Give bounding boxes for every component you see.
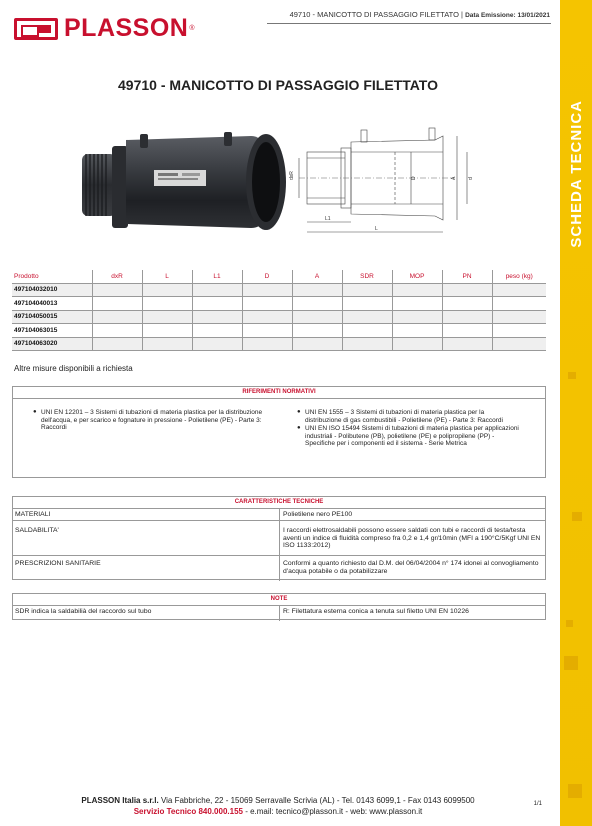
product-code-cell: 497104032010 xyxy=(12,283,92,297)
dim-label-l: L xyxy=(375,226,378,232)
table-cell xyxy=(342,324,392,338)
table-cell xyxy=(242,297,292,311)
table-cell xyxy=(392,310,442,324)
riferimenti-right xyxy=(297,409,522,449)
table-row xyxy=(12,337,546,351)
riferimenti-left xyxy=(33,409,273,433)
list-item: ● UNI EN ISO 15494 Sistemi di tubazioni di materia plastica per applicazioni industriali - Polibutene (PB), polietilene (PE) e polipropilene (PP) - Specifiche per i componenti ed il sistema - Serie Metrica xyxy=(297,425,522,448)
table-cell xyxy=(342,310,392,324)
product-code-cell: 497104063020 xyxy=(12,337,92,351)
table-cell xyxy=(142,324,192,338)
table-cell xyxy=(342,337,392,351)
decor-square xyxy=(564,656,578,670)
col-pn: PN xyxy=(442,270,492,283)
header-separator: | xyxy=(461,10,463,19)
col-d: D xyxy=(242,270,292,283)
table-cell xyxy=(392,324,442,338)
section-heading-caratteristiche: CARATTERISTICHE TECNICHE xyxy=(12,496,546,508)
table-cell xyxy=(442,283,492,297)
product-code-cell: 497104040013 xyxy=(12,297,92,311)
header-divider xyxy=(267,23,551,24)
col-l1: L1 xyxy=(192,270,242,283)
table-cell xyxy=(192,310,242,324)
table-cell xyxy=(242,283,292,297)
table-cell xyxy=(192,324,242,338)
spec-label: PRESCRIZIONI SANITARIE xyxy=(15,560,101,567)
table-cell xyxy=(92,324,142,338)
footer-address xyxy=(0,796,556,805)
plasson-logo xyxy=(14,14,195,43)
col-dxr: dxR xyxy=(92,270,142,283)
table-cell xyxy=(242,310,292,324)
table-cell xyxy=(292,337,342,351)
col-l: L xyxy=(142,270,192,283)
section-heading-riferimenti: RIFERIMENTI NORMATIVI xyxy=(12,386,546,398)
decor-square xyxy=(572,512,582,521)
table-cell xyxy=(392,297,442,311)
note-right: R: Filettatura esterna conica a tenuta sul filetto UNI EN 10226 xyxy=(283,608,469,615)
decor-square xyxy=(568,372,576,379)
section-heading-note: NOTE xyxy=(12,593,546,605)
table-cell xyxy=(492,324,546,338)
list-item: ● UNI EN 12201 – 3 Sistemi di tubazioni di materia plastica per la distribuzione dell'acqua, e per scarico e fognature in pressione - Polietilene (PE) - Parte 3: Raccordi xyxy=(33,409,273,432)
decor-square xyxy=(566,620,573,627)
table-row xyxy=(12,310,546,324)
side-band xyxy=(560,0,592,826)
spec-value: Conformi a quanto richiesto dal D.M. del 06/04/2004 n° 174 idonei al convogliamento d'acqua potabile o da potabilizzare xyxy=(283,560,539,575)
table-cell xyxy=(492,337,546,351)
table-cell xyxy=(492,297,546,311)
list-item: ● UNI EN 1555 – 3 Sistemi di tubazioni di materia plastica per la distribuzione di gas combustibili - Polietilene (PE) - Parte 3: Raccordi xyxy=(297,409,522,424)
table-cell xyxy=(242,324,292,338)
footer-address-text: Via Fabbriche, 22 - 15069 Serravalle Scrivia (AL) - Tel. 0143 6099,1 - Fax 0143 6099500 xyxy=(158,796,475,805)
table-cell xyxy=(292,324,342,338)
table-cell xyxy=(392,283,442,297)
col-prodotto: Prodotto xyxy=(14,272,39,280)
footer-contacts xyxy=(0,807,556,816)
table-cell xyxy=(92,337,142,351)
table-cell xyxy=(142,337,192,351)
table-header-row xyxy=(12,270,546,283)
other-sizes-note: Altre misure disponibili a richiesta xyxy=(14,364,133,373)
col-sdr: SDR xyxy=(342,270,392,283)
dim-label-l1: L1 xyxy=(325,216,331,222)
divider xyxy=(13,555,545,556)
table-cell xyxy=(92,297,142,311)
spec-label: SALDABILITA' xyxy=(15,527,59,534)
dim-label-d-upper: D xyxy=(411,176,417,180)
table-cell xyxy=(492,310,546,324)
header-doc-info xyxy=(290,10,550,19)
table-cell xyxy=(242,337,292,351)
table-cell xyxy=(492,283,546,297)
table-cell xyxy=(442,337,492,351)
product-code-cell: 497104050015 xyxy=(12,310,92,324)
issue-date: Data Emissione: 13/01/2021 xyxy=(465,12,550,19)
riferimenti-box xyxy=(12,398,546,478)
product-photo xyxy=(76,128,292,232)
logo-mark-icon xyxy=(14,18,58,40)
table-cell xyxy=(292,310,342,324)
divider xyxy=(13,520,545,521)
footer-contacts-text: - e.mail: tecnico@plasson.it - web: www.plasson.it xyxy=(242,807,423,816)
table-row xyxy=(12,297,546,311)
brand-name: PLASSON xyxy=(64,14,189,42)
table-cell xyxy=(292,297,342,311)
col-mop: MOP xyxy=(392,270,442,283)
doc-ref: 49710 - MANICOTTO DI PASSAGGIO FILETTATO xyxy=(289,10,459,19)
product-table xyxy=(12,270,546,351)
table-cell xyxy=(192,297,242,311)
footer-company: PLASSON Italia s.r.l. xyxy=(81,796,159,805)
table-row xyxy=(12,324,546,338)
table-row xyxy=(12,283,546,297)
table-cell xyxy=(142,283,192,297)
table-cell xyxy=(442,297,492,311)
note-left: SDR indica la saldabilià del raccordo sul tubo xyxy=(15,608,152,615)
table-cell xyxy=(292,283,342,297)
dim-label-a: A xyxy=(451,176,457,180)
dim-label-dxr: dxR xyxy=(289,171,295,180)
table-cell xyxy=(92,310,142,324)
table-cell xyxy=(342,297,392,311)
table-cell xyxy=(442,310,492,324)
registered-mark: ® xyxy=(189,25,195,32)
spec-label: MATERIALI xyxy=(15,511,51,518)
table-cell xyxy=(92,283,142,297)
dim-label-d-lower: d xyxy=(468,177,474,180)
spec-value: Polietilene nero PE100 xyxy=(283,511,353,518)
side-band-label: SCHEDA TECNICA xyxy=(568,100,585,248)
spec-value: I raccordi elettrosaldabili possono essere saldati con tubi e raccordi di testa/testa aventi un indice di fluidità compreso fra 0,2 e 1,4 gr/10min (MFI a 190°C/5Kgf UNI EN ISO 1133:2012) xyxy=(283,527,541,549)
table-cell xyxy=(192,283,242,297)
table-cell xyxy=(392,337,442,351)
table-cell xyxy=(442,324,492,338)
table-cell xyxy=(192,337,242,351)
decor-square xyxy=(568,784,582,798)
footer-service: Servizio Tecnico 840.000.155 xyxy=(133,807,243,816)
technical-drawing xyxy=(285,122,479,236)
page-title: 49710 - MANICOTTO DI PASSAGGIO FILETTATO xyxy=(118,77,438,93)
product-code-cell: 497104063015 xyxy=(12,324,92,338)
page-number: 1/1 xyxy=(533,801,542,807)
table-cell xyxy=(142,310,192,324)
table-cell xyxy=(342,283,392,297)
table-cell xyxy=(142,297,192,311)
col-a: A xyxy=(292,270,342,283)
divider xyxy=(279,606,280,621)
col-peso: peso (kg) xyxy=(492,270,546,283)
